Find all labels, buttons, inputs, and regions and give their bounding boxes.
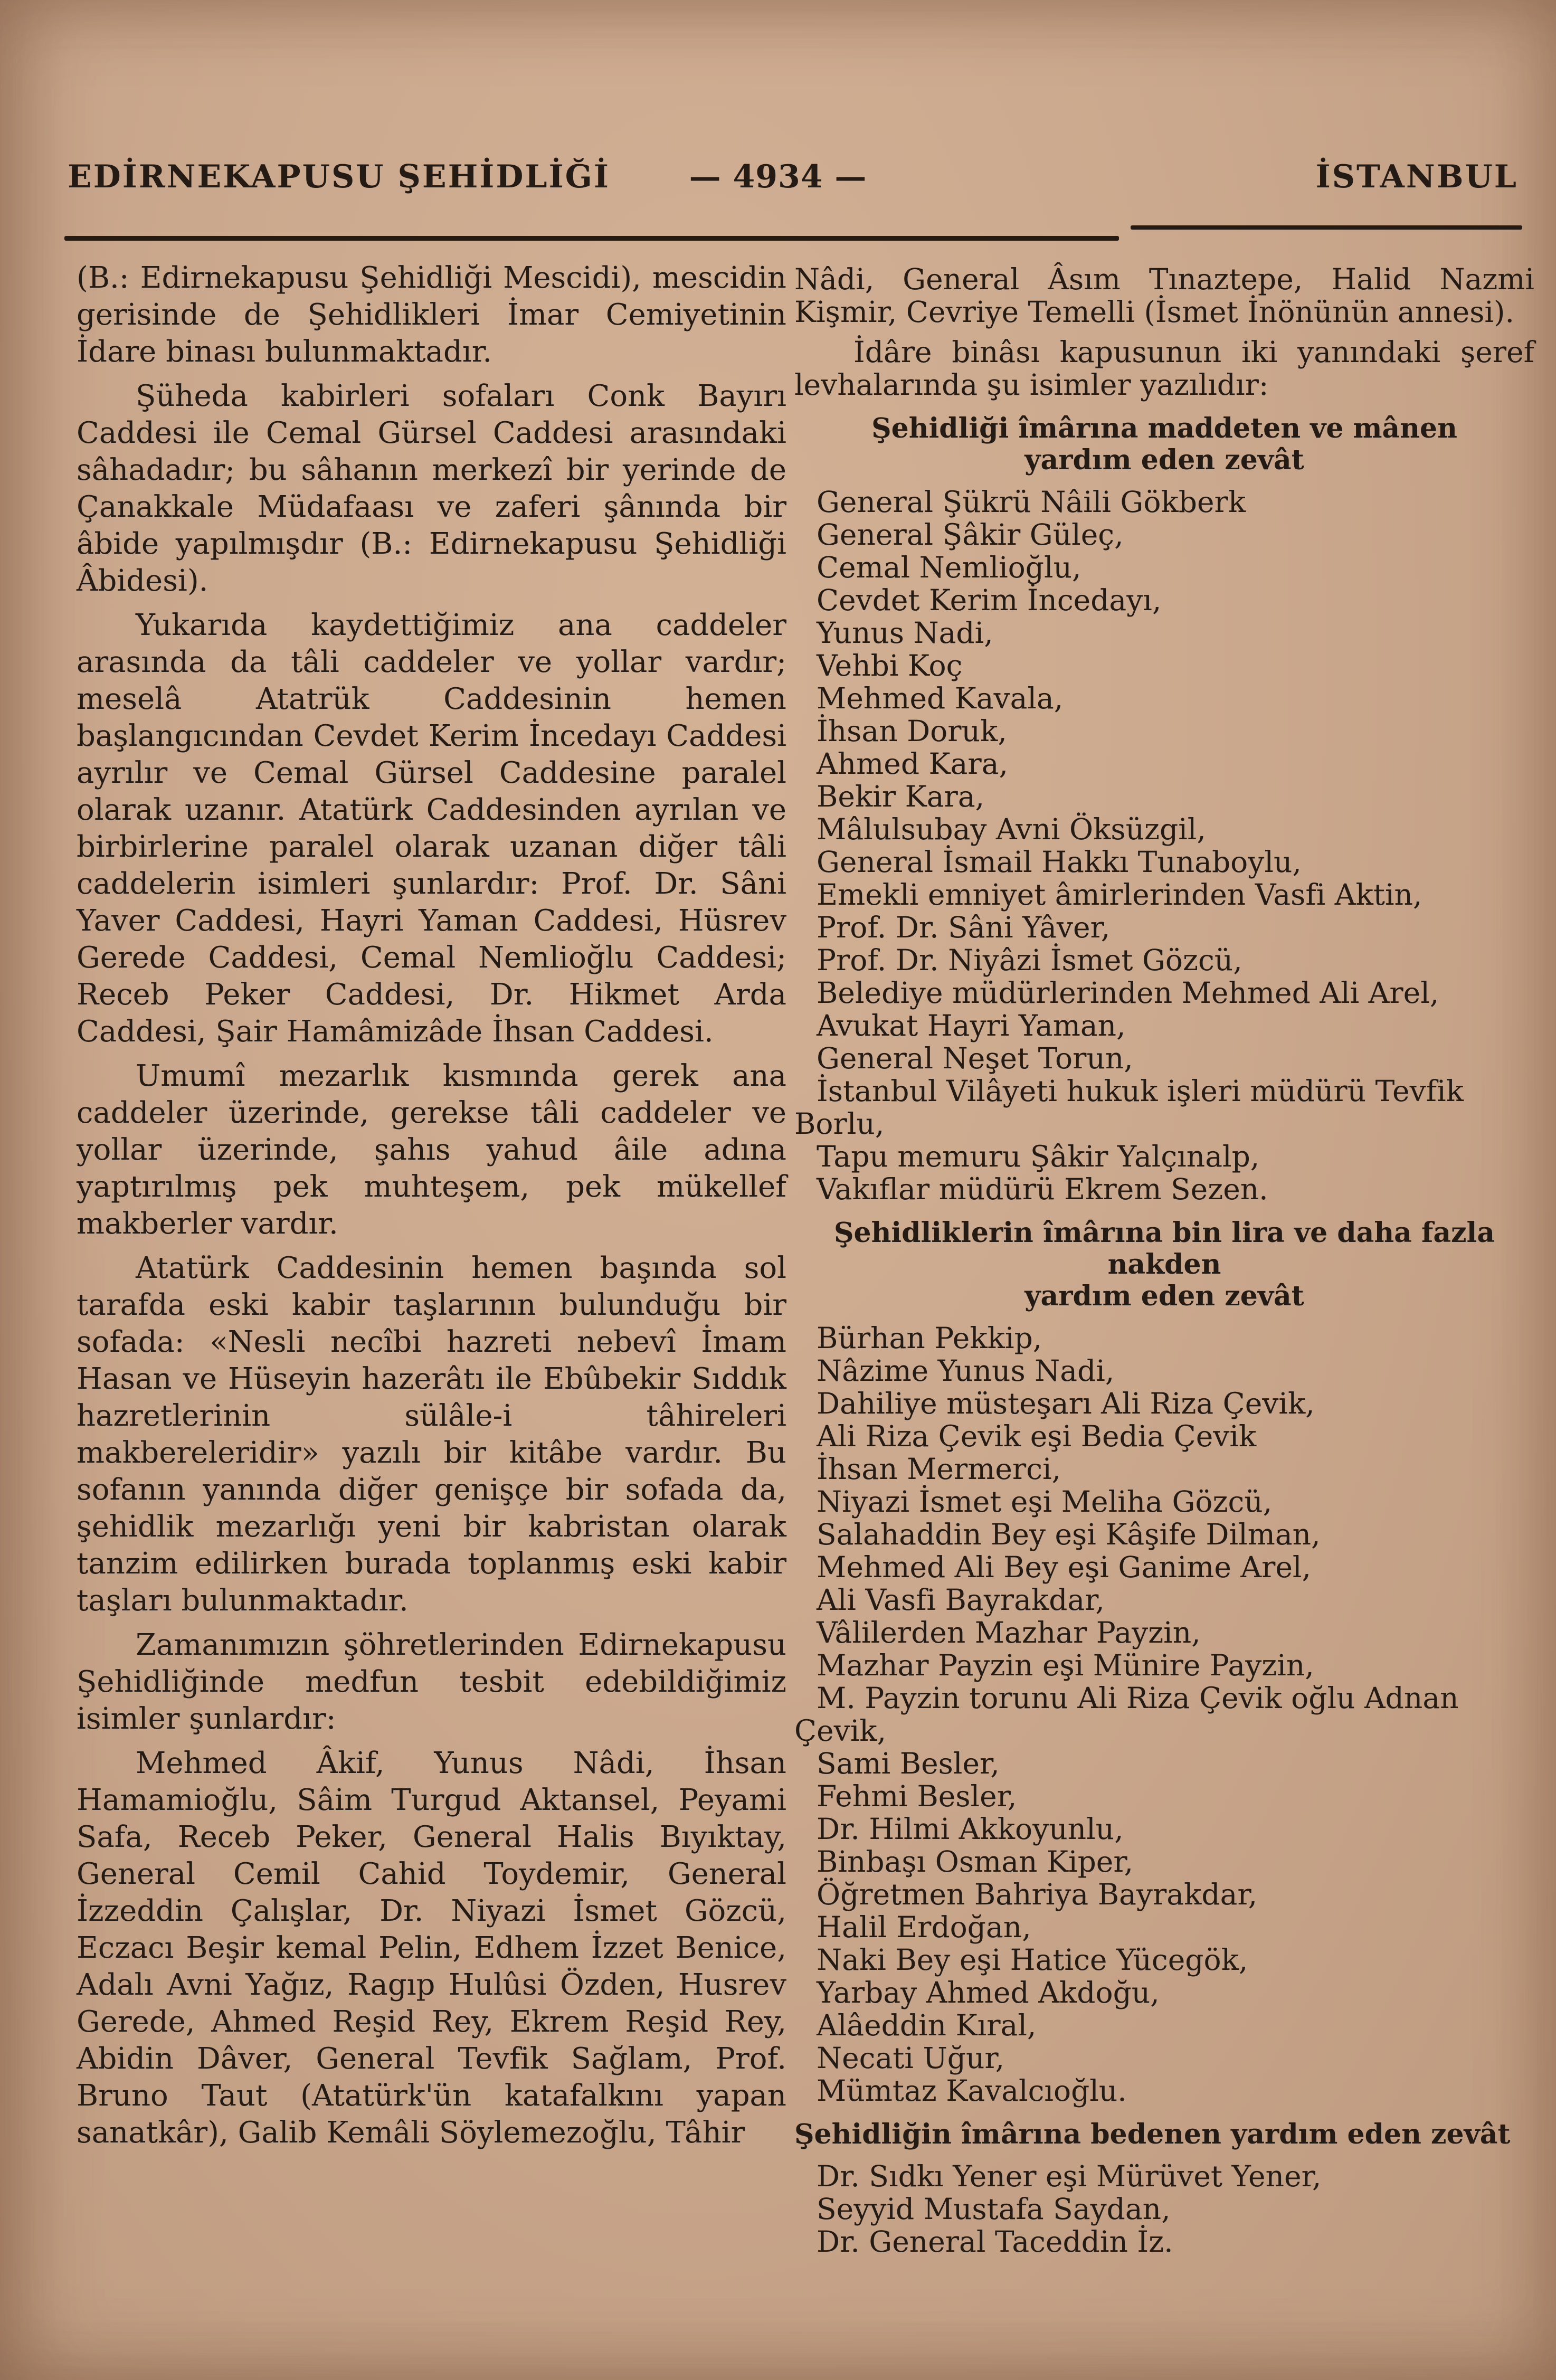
list-item: İhsan Doruk, <box>817 714 1007 748</box>
list-item: Cemal Nemlioğlu, <box>817 551 1081 584</box>
list-item: Cevdet Kerim İncedayı, <box>817 583 1162 617</box>
running-head-left: EDİRNEKAPUSU ŞEHİDLİĞİ <box>68 158 610 195</box>
paragraph: İdâre binâsı kapusunun iki yanındaki şeref levhalarında şu isimler yazılıdır: <box>794 335 1534 402</box>
heading-line: yardım eden zevât <box>1024 444 1304 476</box>
heading-line: Şehidliğin îmârına bedenen yardım eden zevât <box>794 2118 1511 2150</box>
section-heading-labor-donors <box>794 2119 1534 2150</box>
paragraph: Atatürk Caddesinin hemen başında sol tarafda eski kabir taşlarının bulunduğu bir sofada: «Nesli necîbi hazreti nebevî İmam Hasan ve Hüseyin hazerâtı ile Ebûbekir Sıddık hazretlerinin sülâle-i tâhireleri makbereleridir» yazılı bir kitâbe vardır. Bu sofanın yanında diğer genişçe bir sofada da, şehidlik mezarlığı yeni bir kabristan olarak tanzim edilirken burada toplanmış eski kabir taşları bulunmaktadır. <box>77 1251 786 1618</box>
paragraph: (B.: Edirnekapusu Şehidliği Mescidi), mescidin gerisinde de Şehidlikleri İmar Cemiyetinin İdare binası bulunmaktadır. <box>77 261 786 369</box>
section-heading-cash-donors <box>794 1217 1534 1312</box>
list-item: Emekli emniyet âmirlerinden Vasfi Aktin, <box>817 878 1422 912</box>
list-item: Nâzime Yunus Nadi, <box>817 1354 1115 1388</box>
paragraph: Umumî mezarlık kısmında gerek ana caddeler üzerinde, gerekse tâli caddeler ve yollar üzerinde, şahıs yahud âile adına yaptırılmış pek muhteşem, pek mükellef makberler vardır. <box>77 1059 786 1241</box>
list-item: Naki Bey eşi Hatice Yücegök, <box>817 1943 1248 1977</box>
list-item: Prof. Dr. Niyâzi İsmet Gözcü, <box>817 943 1242 977</box>
list-item: Tapu memuru Şâkir Yalçınalp, <box>817 1140 1260 1173</box>
paragraph: Zamanımızın şöhretlerinden Edirnekapusu Şehidliğinde medfun tesbit edebildiğimiz isimler şunlardır: <box>77 1628 786 1736</box>
list-item: Ali Vasfi Bayrakdar, <box>817 1583 1105 1617</box>
list-item: Mümtaz Kavalcıoğlu. <box>817 2074 1127 2108</box>
paragraph: Şüheda kabirleri sofaları Conk Bayırı Caddesi ile Cemal Gürsel Caddesi arasındaki sâhadadır; bu sâhanın merkezî bir yerinde de Çanakkale Müdafaası ve zaferi şânında bir âbide yapılmışdır (B.: Edirnekapusu Şehidliği Âbidesi). <box>77 379 786 598</box>
list-item: Belediye müdürlerinden Mehmed Ali Arel, <box>817 976 1439 1010</box>
section-heading-material-donors <box>794 413 1534 476</box>
list-item: Ahmed Kara, <box>817 747 1008 781</box>
list-item: Mâlulsubay Avni Öksüzgil, <box>817 812 1206 846</box>
paragraph: Yukarıda kaydettiğimiz ana caddeler arasında da tâli caddeler ve yollar vardır; meselâ Atatrük Caddesinin hemen başlangıcından Cevdet Kerim İncedayı Caddesi ayrılır ve Cemal Gürsel Caddesine paralel olarak uzanır. Atatürk Caddesinden ayrılan ve birbirlerine paralel olarak uzanan diğer tâli caddelerin isimleri şunlardır: Prof. Dr. Sâni Yaver Caddesi, Hayri Yaman Caddesi, Hüsrev Gerede Caddesi, Cemal Nemlioğlu Caddesi; Receb Peker Caddesi, Dr. Hikmet Arda Caddesi, Şair Hamâmizâde İhsan Caddesi. <box>77 608 786 1049</box>
list-item: İstanbul Vilâyeti hukuk işleri müdürü Tevfik Borlu, <box>794 1074 1464 1141</box>
list-item: Bekir Kara, <box>817 780 985 813</box>
list-item: Ali Riza Çevik eşi Bedia Çevik <box>817 1419 1257 1453</box>
list-item: Yunus Nadi, <box>817 616 993 650</box>
left-column <box>77 260 786 2159</box>
list-item: Yarbay Ahmed Akdoğu, <box>817 1976 1160 2009</box>
list-item: General Neşet Torun, <box>817 1041 1133 1075</box>
right-column <box>794 263 1534 2261</box>
list-item: Avukat Hayri Yaman, <box>817 1009 1126 1042</box>
list-item: Seyyid Mustafa Saydan, <box>817 2192 1171 2226</box>
list-item: Bürhan Pekkip, <box>817 1321 1042 1355</box>
list-item: Salahaddin Bey eşi Kâşife Dilman, <box>817 1518 1321 1551</box>
paragraph: Nâdi, General Âsım Tınaztepe, Halid Nazmi Kişmir, Cevriye Temelli (İsmet İnönünün annesi). <box>794 262 1534 329</box>
heading-line: Şehidliği îmârına maddeten ve mânen <box>871 412 1457 444</box>
list-item: Sami Besler, <box>817 1747 1000 1780</box>
list-item: Mehmed Ali Bey eşi Ganime Arel, <box>817 1550 1311 1584</box>
list-item: İhsan Mermerci, <box>817 1452 1061 1486</box>
running-head-right: İSTANBUL <box>1315 158 1518 195</box>
paragraph: Mehmed Âkif, Yunus Nâdi, İhsan Hamamioğlu, Sâim Turgud Aktansel, Peyami Safa, Receb Peker, General Halis Bıyıktay, General Cemil Cahid Toydemir, General İzzeddin Çalışlar, Dr. Niyazi İsmet Gözcü, Eczacı Beşir kemal Pelin, Edhem İzzet Benice, Adalı Avni Yağız, Ragıp Hulûsi Özden, Husrev Gerede, Ahmed Reşid Rey, Ekrem Reşid Rey, Abidin Dâver, General Tevfik Sağlam, Prof. Bruno Taut (Atatürk'ün katafalkını yapan sanatkâr), Galib Kemâli Söylemezoğlu, Tâhir <box>77 1746 786 2150</box>
heading-line: yardım eden zevât <box>1024 1280 1304 1312</box>
donor-list-material <box>794 486 1534 1206</box>
list-item: Vakıflar müdürü Ekrem Sezen. <box>817 1172 1268 1206</box>
donor-list-cash <box>794 1322 1534 2107</box>
list-item: Fehmi Besler, <box>817 1779 1017 1813</box>
header-divider-rule-right <box>1131 225 1522 230</box>
list-item: Halil Erdoğan, <box>817 1910 1031 1944</box>
list-item: M. Payzin torunu Ali Riza Çevik oğlu Adnan Çevik, <box>794 1681 1459 1748</box>
list-item: Dr. Sıdkı Yener eşi Mürüvet Yener, <box>817 2159 1322 2193</box>
page-number: — 4934 — <box>689 158 867 195</box>
list-item: Dr. General Taceddin İz. <box>817 2225 1173 2259</box>
list-item: Prof. Dr. Sâni Yâver, <box>817 911 1111 944</box>
donor-list-labor <box>794 2160 1534 2258</box>
list-item: Necati Uğur, <box>817 2041 1005 2075</box>
list-item: Binbaşı Osman Kiper, <box>817 1845 1134 1879</box>
list-item: Vâlilerden Mazhar Payzin, <box>817 1616 1201 1649</box>
list-item: Mazhar Payzin eşi Münire Payzin, <box>817 1648 1314 1682</box>
list-item: General Şâkir Güleç, <box>817 518 1124 552</box>
list-item: Dr. Hilmi Akkoyunlu, <box>817 1812 1124 1846</box>
list-item: Mehmed Kavala, <box>817 681 1064 715</box>
header-divider-rule-left <box>64 236 1119 241</box>
heading-line: Şehidliklerin îmârına bin lira ve daha fazla nakden <box>833 1217 1495 1281</box>
list-item: Alâeddin Kıral, <box>817 2008 1037 2042</box>
list-item: Vehbi Koç <box>817 649 963 682</box>
list-item: General İsmail Hakkı Tunaboylu, <box>817 845 1302 879</box>
list-item: General Şükrü Nâili Gökberk <box>817 485 1246 519</box>
list-item: Öğretmen Bahriya Bayrakdar, <box>817 1878 1258 1911</box>
list-item: Niyazi İsmet eşi Meliha Gözcü, <box>817 1485 1273 1519</box>
list-item: Dahiliye müsteşarı Ali Riza Çevik, <box>817 1387 1315 1420</box>
